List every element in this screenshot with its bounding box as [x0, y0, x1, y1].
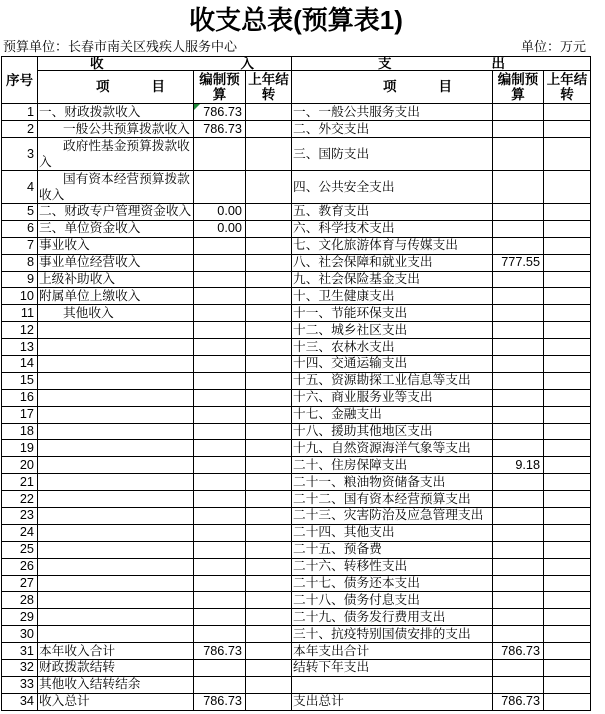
income-budget-cell: [194, 474, 246, 491]
income-budget-cell: [194, 339, 246, 356]
expense-budget-cell: [493, 271, 544, 288]
income-budget-cell: [194, 356, 246, 373]
expense-budget-cell: [493, 356, 544, 373]
expense-item-cell: 三、国防支出: [292, 138, 493, 171]
income-budget-cell: [194, 406, 246, 423]
income-item-cell: 三、单位资金收入: [38, 220, 194, 237]
expense-budget-cell: [493, 575, 544, 592]
expense-carryover-cell: [544, 592, 591, 609]
income-carryover-cell: [246, 389, 292, 406]
expense-budget-cell: [493, 288, 544, 305]
table-row: [2, 676, 591, 693]
table-row: [2, 220, 591, 237]
table-row: [2, 609, 591, 626]
expense-carryover-cell: [544, 305, 591, 322]
income-budget-cell: [194, 423, 246, 440]
expense-item-cell: 九、社会保险基金支出: [292, 271, 493, 288]
table-row: [2, 626, 591, 643]
expense-budget-cell: [493, 491, 544, 508]
expense-item-cell: 十七、金融支出: [292, 406, 493, 423]
expense-item-cell: 十六、商业服务业等支出: [292, 389, 493, 406]
expense-carryover-cell: [544, 356, 591, 373]
table-row: [2, 491, 591, 508]
income-item-cell: 事业收入: [38, 237, 194, 254]
expense-budget-cell: [493, 389, 544, 406]
expense-budget-cell: [493, 237, 544, 254]
budget-unit-label: 预算单位：长春市南关区残疾人服务中心: [3, 39, 238, 54]
table-row: [2, 237, 591, 254]
table-row: [2, 322, 591, 339]
income-item-cell: [38, 558, 194, 575]
income-carryover-cell: [246, 609, 292, 626]
row-number-cell: 15: [2, 372, 38, 389]
expense-item-cell: 二十、住房保障支出: [292, 457, 493, 474]
row-number-cell: 9: [2, 271, 38, 288]
table-row: [2, 524, 591, 541]
row-number-cell: 18: [2, 423, 38, 440]
currency-unit-label: 单位：万元: [520, 39, 586, 54]
income-carryover-cell: [246, 372, 292, 389]
expense-item-cell: 二十五、预备费: [292, 541, 493, 558]
income-budget-cell: [194, 305, 246, 322]
expense-carryover-cell: [544, 541, 591, 558]
expense-carryover-cell: [544, 575, 591, 592]
expense-carryover-cell: [544, 440, 591, 457]
expense-carryover-cell: [544, 237, 591, 254]
expense-budget-cell: [493, 339, 544, 356]
income-budget-cell: [194, 558, 246, 575]
expense-budget-cell: [493, 524, 544, 541]
row-number-cell: 29: [2, 609, 38, 626]
expense-budget-cell: [493, 171, 544, 204]
expense-item-cell: [292, 676, 493, 693]
expense-budget-cell: [493, 676, 544, 693]
expense-carryover-cell: [544, 423, 591, 440]
income-item-cell: [38, 440, 194, 457]
income-budget-cell: [194, 660, 246, 677]
expense-budget-cell: [493, 220, 544, 237]
income-budget-cell: 0.00: [194, 204, 246, 221]
expense-carryover-cell: [544, 220, 591, 237]
row-number-cell: 17: [2, 406, 38, 423]
row-number-cell: 1: [2, 104, 38, 121]
income-item-cell: 其他收入结转结余: [38, 676, 194, 693]
table-row: [2, 575, 591, 592]
expense-budget-cell: 9.18: [493, 457, 544, 474]
table-row: [2, 171, 591, 204]
expense-carryover-cell: [544, 558, 591, 575]
expense-item-cell: 二十七、债务还本支出: [292, 575, 493, 592]
expense-carryover-cell: [544, 457, 591, 474]
income-item-cell: [38, 609, 194, 626]
income-item-cell: 二、财政专户管理资金收入: [38, 204, 194, 221]
expense-carryover-cell: [544, 339, 591, 356]
table-row: [2, 440, 591, 457]
income-carryover-cell: [246, 440, 292, 457]
expense-carryover-cell: [544, 474, 591, 491]
income-item-cell: [38, 508, 194, 525]
income-budget-cell: 786.73: [194, 693, 246, 710]
expense-item-cell: 结转下年支出: [292, 660, 493, 677]
income-item-cell: [38, 322, 194, 339]
income-item-cell: [38, 339, 194, 356]
income-carryover-cell: [246, 558, 292, 575]
expense-carryover-cell: [544, 372, 591, 389]
expense-carryover-cell: [544, 271, 591, 288]
expense-budget-cell: [493, 508, 544, 525]
table-row: [2, 592, 591, 609]
income-item-cell: [38, 372, 194, 389]
income-budget-cell: [194, 254, 246, 271]
income-carryover-cell: [246, 254, 292, 271]
expense-item-cell: 二、外交支出: [292, 121, 493, 138]
income-carryover-cell: [246, 171, 292, 204]
income-carryover-cell: [246, 288, 292, 305]
income-item-cell: [38, 406, 194, 423]
row-number-cell: 10: [2, 288, 38, 305]
income-carryover-cell: [246, 541, 292, 558]
expense-item-cell: 二十六、转移性支出: [292, 558, 493, 575]
income-budget-cell: [194, 524, 246, 541]
table-row: [2, 372, 591, 389]
expense-budget-cell: [493, 592, 544, 609]
expense-budget-cell: [493, 423, 544, 440]
income-item-cell: [38, 356, 194, 373]
expense-budget-cell: [493, 104, 544, 121]
expense-carryover-cell: [544, 676, 591, 693]
row-number-cell: 19: [2, 440, 38, 457]
expense-item-cell: 七、文化旅游体育与传媒支出: [292, 237, 493, 254]
table-row: [2, 356, 591, 373]
income-budget-cell: 0.00: [194, 220, 246, 237]
income-carryover-cell: [246, 508, 292, 525]
expense-budget-cell: [493, 121, 544, 138]
income-carryover-cell: [246, 220, 292, 237]
income-budget-cell: [194, 322, 246, 339]
income-group-header: 收入: [38, 57, 292, 71]
expense-item-cell: 四、公共安全支出: [292, 171, 493, 204]
income-item-cell: [38, 474, 194, 491]
row-number-cell: 31: [2, 643, 38, 660]
income-budget-cell: [194, 626, 246, 643]
expense-budget-cell: 777.55: [493, 254, 544, 271]
row-number-cell: 21: [2, 474, 38, 491]
income-item-cell: [38, 389, 194, 406]
expense-carryover-cell: [544, 626, 591, 643]
row-number-cell: 20: [2, 457, 38, 474]
expense-carryover-cell: [544, 121, 591, 138]
cell-warning-indicator-icon: [194, 104, 200, 110]
income-budget-cell: [194, 237, 246, 254]
expense-item-cell: 二十九、债务发行费用支出: [292, 609, 493, 626]
expense-item-cell: 二十三、灾害防治及应急管理支出: [292, 508, 493, 525]
row-number-cell: 14: [2, 356, 38, 373]
table-row: [2, 204, 591, 221]
income-budget-cell: [194, 457, 246, 474]
income-carryover-cell: [246, 104, 292, 121]
income-carryover-cell: [246, 660, 292, 677]
income-budget-cell: [194, 288, 246, 305]
income-item-cell: 一、财政拨款收入: [38, 104, 194, 121]
table-row: [2, 541, 591, 558]
expense-budget-cell: 786.73: [493, 693, 544, 710]
expense-carryover-cell: [544, 660, 591, 677]
row-number-cell: 23: [2, 508, 38, 525]
expense-item-cell: 二十八、债务付息支出: [292, 592, 493, 609]
unit-line: [0, 38, 592, 56]
income-item-cell: 事业单位经营收入: [38, 254, 194, 271]
table-body: [2, 104, 591, 711]
income-carryover-header-label: 上年结转: [248, 71, 289, 102]
income-carryover-cell: [246, 271, 292, 288]
row-number-cell: 25: [2, 541, 38, 558]
row-number-cell: 33: [2, 676, 38, 693]
table-row: [2, 660, 591, 677]
row-number-cell: 4: [2, 171, 38, 204]
header-row-groups: [2, 57, 591, 71]
table-row: [2, 254, 591, 271]
expense-carryover-cell: [544, 322, 591, 339]
row-number-cell: 8: [2, 254, 38, 271]
expense-budget-cell: [493, 609, 544, 626]
expense-budget-cell: [493, 660, 544, 677]
income-item-cell: [38, 541, 194, 558]
income-carryover-cell: [246, 676, 292, 693]
expense-item-cell: 十三、农林水支出: [292, 339, 493, 356]
expense-budget-cell: 786.73: [493, 643, 544, 660]
table-row: [2, 508, 591, 525]
row-number-cell: 34: [2, 693, 38, 710]
expense-item-cell: 十五、资源勘探工业信息等支出: [292, 372, 493, 389]
expense-carryover-cell: [544, 491, 591, 508]
income-item-cell: 财政拨款结转: [38, 660, 194, 677]
income-carryover-cell: [246, 491, 292, 508]
expense-item-cell: 本年支出合计: [292, 643, 493, 660]
expense-carryover-cell: [544, 138, 591, 171]
expense-budget-cell: [493, 474, 544, 491]
income-carryover-cell: [246, 138, 292, 171]
expense-budget-cell: [493, 204, 544, 221]
expense-carryover-cell: [544, 254, 591, 271]
income-budget-cell: 786.73: [194, 104, 246, 121]
income-budget-cell: [194, 676, 246, 693]
row-number-cell: 7: [2, 237, 38, 254]
page-title: 收支总表(预算表1): [189, 5, 403, 35]
table-row: [2, 406, 591, 423]
income-item-cell: 政府性基金预算拨款收入: [38, 138, 194, 171]
expense-item-header: 项目: [292, 71, 493, 104]
row-number-cell: 28: [2, 592, 38, 609]
table-row: [2, 389, 591, 406]
row-number-cell: 24: [2, 524, 38, 541]
income-carryover-cell: [246, 121, 292, 138]
expense-carryover-cell: [544, 693, 591, 710]
income-item-cell: [38, 423, 194, 440]
expense-budget-header: [493, 71, 544, 104]
income-budget-header-label: 编制预算: [199, 71, 240, 102]
income-budget-cell: [194, 372, 246, 389]
expense-item-cell: 八、社会保障和就业支出: [292, 254, 493, 271]
income-carryover-header: [246, 71, 292, 104]
table-row: [2, 271, 591, 288]
row-number-cell: 13: [2, 339, 38, 356]
income-budget-cell: [194, 440, 246, 457]
row-number-cell: 11: [2, 305, 38, 322]
expense-item-cell: 六、科学技术支出: [292, 220, 493, 237]
income-item-cell: [38, 575, 194, 592]
expense-carryover-cell: [544, 524, 591, 541]
row-number-cell: 16: [2, 389, 38, 406]
expense-carryover-cell: [544, 389, 591, 406]
income-carryover-cell: [246, 575, 292, 592]
income-budget-cell: [194, 491, 246, 508]
table-row: [2, 643, 591, 660]
expense-carryover-header-label: 上年结转: [546, 71, 588, 102]
income-budget-cell: [194, 271, 246, 288]
income-item-header: 项目: [38, 71, 194, 104]
income-item-cell: [38, 524, 194, 541]
income-carryover-cell: [246, 406, 292, 423]
income-item-cell: 其他收入: [38, 305, 194, 322]
income-carryover-cell: [246, 457, 292, 474]
income-item-cell: 上级补助收入: [38, 271, 194, 288]
income-carryover-cell: [246, 524, 292, 541]
expense-item-cell: 十四、交通运输支出: [292, 356, 493, 373]
income-budget-cell: [194, 508, 246, 525]
row-number-cell: 3: [2, 138, 38, 171]
expense-budget-cell: [493, 558, 544, 575]
expense-item-cell: 十九、自然资源海洋气象等支出: [292, 440, 493, 457]
expense-budget-cell: [493, 406, 544, 423]
row-number-cell: 30: [2, 626, 38, 643]
income-budget-cell: [194, 138, 246, 171]
table-row: [2, 558, 591, 575]
expense-item-cell: 一、一般公共服务支出: [292, 104, 493, 121]
expense-budget-cell: [493, 372, 544, 389]
expense-budget-header-label: 编制预算: [497, 71, 539, 102]
income-carryover-cell: [246, 322, 292, 339]
table-row: [2, 305, 591, 322]
expense-budget-cell: [493, 626, 544, 643]
income-item-cell: [38, 626, 194, 643]
expense-budget-cell: [493, 541, 544, 558]
income-budget-cell: [194, 389, 246, 406]
table-row: [2, 457, 591, 474]
income-budget-cell: 786.73: [194, 121, 246, 138]
budget-summary-table: [1, 56, 605, 711]
expense-item-cell: 二十四、其他支出: [292, 524, 493, 541]
table-row: [2, 104, 591, 121]
income-budget-cell: 786.73: [194, 643, 246, 660]
income-carryover-cell: [246, 693, 292, 710]
income-carryover-cell: [246, 643, 292, 660]
expense-item-cell: 十一、节能环保支出: [292, 305, 493, 322]
income-carryover-cell: [246, 423, 292, 440]
income-carryover-cell: [246, 474, 292, 491]
income-item-cell: 附属单位上缴收入: [38, 288, 194, 305]
income-item-cell: 国有资本经营预算拨款收入: [38, 171, 194, 204]
table-row: [2, 423, 591, 440]
expense-item-cell: 二十二、国有资本经营预算支出: [292, 491, 493, 508]
table-row: [2, 288, 591, 305]
expense-budget-cell: [493, 440, 544, 457]
expense-item-cell: 十八、援助其他地区支出: [292, 423, 493, 440]
income-budget-cell: [194, 575, 246, 592]
expense-item-cell: 二十一、粮油物资储备支出: [292, 474, 493, 491]
expense-carryover-cell: [544, 104, 591, 121]
row-number-cell: 6: [2, 220, 38, 237]
income-carryover-cell: [246, 339, 292, 356]
income-budget-cell: [194, 609, 246, 626]
income-carryover-cell: [246, 237, 292, 254]
expense-carryover-cell: [544, 609, 591, 626]
income-item-cell: [38, 457, 194, 474]
expense-group-header: 支出: [292, 57, 591, 71]
expense-item-cell: 五、教育支出: [292, 204, 493, 221]
expense-budget-cell: [493, 322, 544, 339]
income-item-cell: 一般公共预算拨款收入: [38, 121, 194, 138]
expense-carryover-cell: [544, 171, 591, 204]
table-row: [2, 121, 591, 138]
row-number-cell: 2: [2, 121, 38, 138]
expense-item-cell: 三十、抗疫特别国债安排的支出: [292, 626, 493, 643]
income-item-cell: [38, 592, 194, 609]
income-carryover-cell: [246, 592, 292, 609]
expense-carryover-cell: [544, 406, 591, 423]
expense-carryover-cell: [544, 288, 591, 305]
expense-carryover-cell: [544, 508, 591, 525]
table-row: [2, 138, 591, 171]
income-carryover-cell: [246, 626, 292, 643]
table-row: [2, 693, 591, 710]
row-number-cell: 26: [2, 558, 38, 575]
expense-carryover-header: [544, 71, 591, 104]
expense-item-cell: 十、卫生健康支出: [292, 288, 493, 305]
seq-header: 序号: [2, 57, 38, 104]
header-row-columns: [2, 71, 591, 104]
expense-item-cell: 十二、城乡社区支出: [292, 322, 493, 339]
expense-carryover-cell: [544, 204, 591, 221]
table-row: [2, 339, 591, 356]
row-number-cell: 32: [2, 660, 38, 677]
expense-item-cell: 支出总计: [292, 693, 493, 710]
expense-budget-cell: [493, 305, 544, 322]
income-budget-cell: [194, 541, 246, 558]
row-number-cell: 22: [2, 491, 38, 508]
income-item-cell: [38, 491, 194, 508]
row-number-cell: 27: [2, 575, 38, 592]
income-carryover-cell: [246, 204, 292, 221]
income-item-cell: 收入总计: [38, 693, 194, 710]
row-number-cell: 5: [2, 204, 38, 221]
income-budget-cell: [194, 592, 246, 609]
income-budget-cell: [194, 171, 246, 204]
expense-carryover-cell: [544, 643, 591, 660]
row-number-cell: 12: [2, 322, 38, 339]
income-item-cell: 本年收入合计: [38, 643, 194, 660]
income-carryover-cell: [246, 305, 292, 322]
income-carryover-cell: [246, 356, 292, 373]
expense-budget-cell: [493, 138, 544, 171]
table-row: [2, 474, 591, 491]
